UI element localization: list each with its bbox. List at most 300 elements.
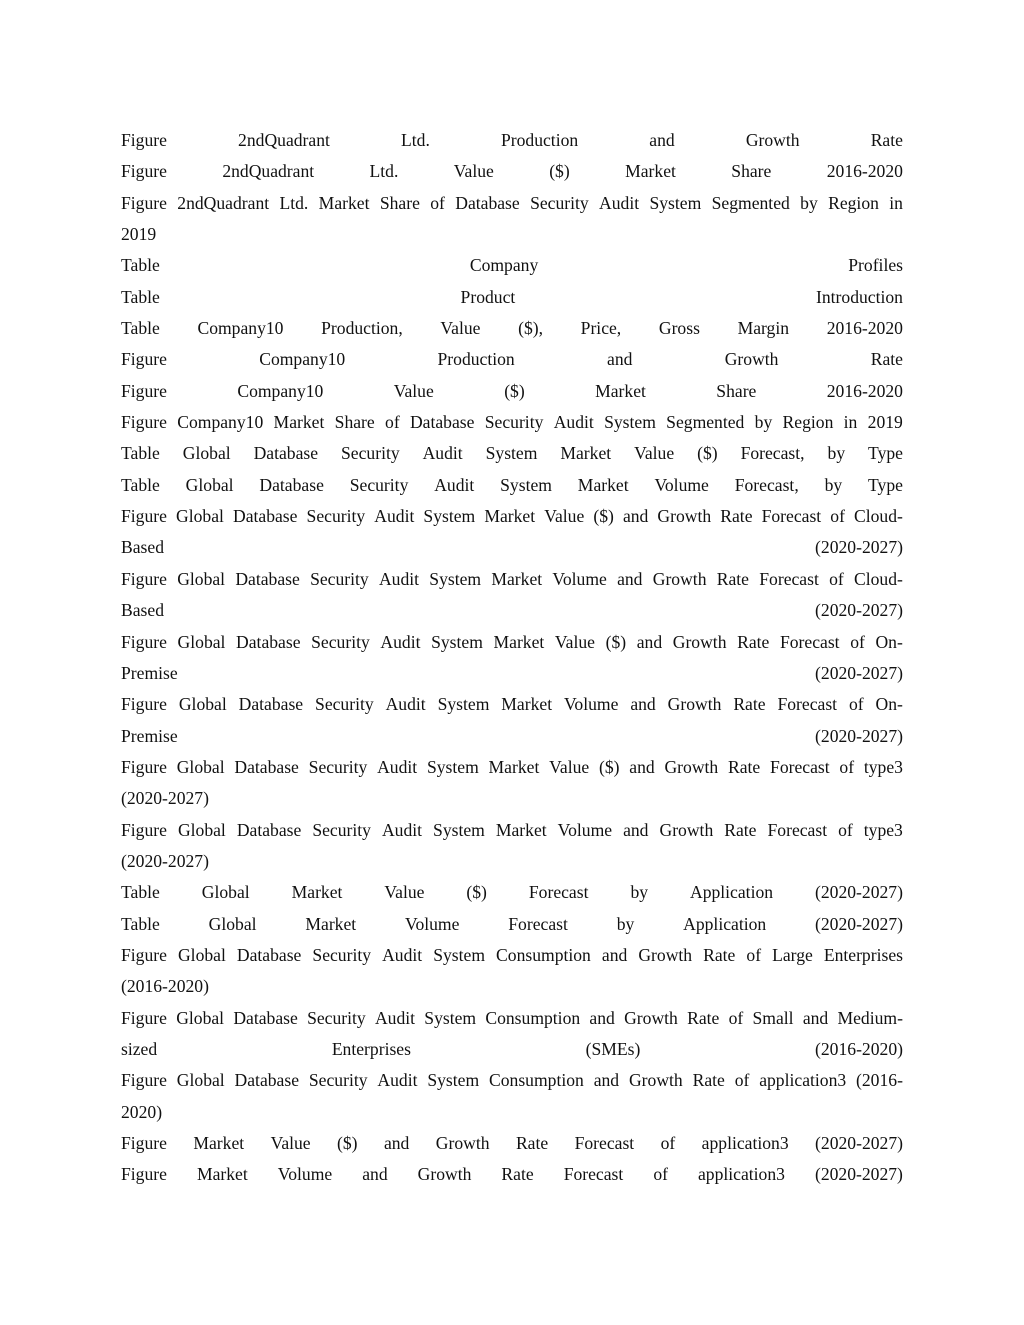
word: Growth: [417, 1164, 472, 1185]
word: Share: [731, 161, 772, 182]
word: Figure: [121, 192, 167, 213]
word: of: [385, 412, 400, 433]
word: of: [830, 506, 845, 527]
word: Audit: [422, 443, 463, 464]
text-line: [121, 1159, 903, 1190]
word: On-: [875, 631, 903, 652]
word: Database: [236, 819, 302, 840]
word: Table: [121, 913, 160, 934]
word: Market: [291, 882, 343, 903]
word: Audit: [381, 819, 423, 840]
word: by: [630, 882, 649, 903]
word: 2019: [867, 412, 903, 433]
word: of: [829, 568, 844, 589]
text-line: [121, 156, 903, 187]
word: Figure: [121, 694, 167, 715]
word: Rate: [703, 944, 736, 965]
text-line: [121, 877, 903, 908]
word: Ltd.: [279, 192, 309, 213]
word: Growth: [657, 506, 712, 527]
word: Figure: [121, 349, 167, 370]
word: Enterprises: [823, 944, 903, 965]
word: System: [431, 631, 483, 652]
word: Based: [121, 600, 164, 621]
word: Security: [312, 944, 372, 965]
text-line: [121, 438, 903, 469]
word: Consumption: [485, 1007, 581, 1028]
text-line: [121, 219, 903, 250]
word: (2020-2027): [814, 1164, 903, 1185]
word: Premise: [121, 662, 178, 683]
word: Forecast: [563, 1164, 624, 1185]
word: Audit: [374, 506, 415, 527]
word: ($),: [518, 318, 544, 339]
word: Growth: [664, 756, 719, 777]
word: System: [429, 568, 482, 589]
word: Forecast: [770, 756, 830, 777]
word: of: [850, 631, 865, 652]
word: Forecast,: [734, 474, 799, 495]
word: Database: [236, 944, 302, 965]
word: Rate: [692, 1070, 725, 1091]
word: (2020-2027): [815, 537, 903, 558]
word: Ltd.: [401, 130, 430, 150]
word: ($): [598, 756, 620, 777]
word: Price,: [580, 318, 622, 339]
word: Production,: [321, 318, 403, 339]
word: Growth: [724, 349, 779, 370]
word: Rate: [515, 1133, 549, 1153]
word: of: [746, 944, 762, 965]
word: Rate: [728, 756, 761, 777]
word: Database: [236, 631, 301, 652]
text-line: [121, 627, 903, 658]
text-line: [121, 282, 903, 313]
word: of: [653, 1164, 668, 1185]
word: Type: [868, 443, 903, 464]
word: Market: [488, 756, 540, 777]
word: Large: [772, 944, 813, 965]
word: (SMEs): [585, 1038, 641, 1059]
word: Figure: [121, 1070, 167, 1091]
word: Audit: [380, 631, 421, 652]
text-line: [121, 1065, 903, 1096]
word: and: [802, 1007, 829, 1028]
word: of: [848, 694, 864, 715]
word: Audit: [553, 412, 594, 433]
list-of-figures-and-tables: [121, 125, 903, 1191]
word: Value: [270, 1133, 311, 1153]
word: Application: [683, 913, 767, 934]
word: Cloud-: [854, 568, 903, 589]
word: Value: [440, 318, 481, 339]
word: Growth: [435, 1133, 490, 1153]
text-line: [121, 1034, 903, 1065]
word: Growth: [652, 568, 707, 589]
word: (2020-2027): [815, 600, 903, 621]
word: Audit: [374, 1007, 416, 1028]
word: 2019: [121, 224, 157, 245]
word: Segmented: [666, 412, 745, 433]
word: System: [437, 694, 490, 715]
word: 2016-2020: [826, 161, 903, 182]
word: On-: [875, 694, 903, 715]
word: Security: [341, 443, 400, 464]
word: Rate: [724, 819, 757, 840]
word: Volume: [557, 819, 613, 840]
word: Forecast: [779, 631, 840, 652]
word: Figure: [121, 1164, 167, 1185]
word: Region: [828, 192, 879, 213]
word: (2016-2020): [121, 976, 209, 997]
word: System: [604, 412, 656, 433]
word: Global: [182, 443, 231, 464]
word: (2020-2027): [121, 788, 209, 809]
word: Production: [437, 349, 515, 370]
word: Volume: [654, 474, 709, 495]
word: Forecast: [759, 568, 819, 589]
text-line: [121, 250, 903, 281]
word: Ltd.: [369, 161, 399, 182]
word: Gross: [658, 318, 700, 339]
word: of: [734, 1070, 750, 1091]
word: Figure: [121, 568, 167, 589]
text-line: [121, 689, 903, 720]
word: Company10: [259, 349, 346, 370]
word: Global: [176, 506, 224, 527]
word: Volume: [552, 568, 607, 589]
word: Company10: [197, 318, 284, 339]
word: Figure: [121, 1007, 167, 1028]
word: Table: [121, 286, 160, 307]
word: System: [649, 192, 702, 213]
word: Database: [253, 443, 319, 464]
word: in: [843, 412, 858, 433]
text-line: [121, 1097, 903, 1128]
word: System: [423, 506, 476, 527]
word: Market: [491, 568, 543, 589]
word: Figure: [121, 819, 167, 840]
word: Security: [349, 474, 409, 495]
word: Value: [393, 380, 434, 401]
word: and: [636, 631, 663, 652]
word: and: [362, 1164, 388, 1185]
word: Company10: [177, 412, 264, 433]
word: Small: [752, 1007, 794, 1028]
word: Figure: [121, 130, 167, 150]
word: Rate: [687, 1007, 720, 1028]
word: Market: [318, 192, 370, 213]
word: Volume: [405, 913, 460, 934]
word: application3: [697, 1164, 785, 1185]
word: and: [623, 819, 649, 840]
word: and: [630, 694, 656, 715]
text-line: [121, 752, 903, 783]
word: Type: [868, 474, 903, 495]
word: Rate: [720, 506, 753, 527]
word: Security: [315, 694, 374, 715]
text-line: [121, 344, 903, 375]
word: Application: [689, 882, 774, 903]
word: Rate: [501, 1164, 534, 1185]
word: Region: [782, 412, 834, 433]
word: Value: [384, 882, 425, 903]
word: Forecast,: [740, 443, 805, 464]
text-line: [121, 564, 903, 595]
word: Enterprises: [331, 1038, 411, 1059]
word: of: [838, 819, 853, 840]
word: Market: [625, 161, 676, 182]
word: Database: [409, 412, 475, 433]
word: by: [754, 412, 773, 433]
word: Forecast: [767, 819, 828, 840]
word: Growth: [667, 694, 722, 715]
text-line: [121, 470, 903, 501]
word: Audit: [377, 756, 418, 777]
word: Database: [238, 694, 304, 715]
word: application3: [701, 1133, 789, 1153]
word: Figure: [121, 506, 167, 527]
text-line: [121, 595, 903, 626]
word: and: [617, 568, 643, 589]
word: and: [383, 1133, 410, 1153]
word: Volume: [564, 694, 619, 715]
text-line: [121, 313, 903, 344]
word: Forecast: [761, 506, 822, 527]
word: Security: [308, 1070, 368, 1091]
word: (2020-2027): [815, 913, 903, 934]
word: Market: [484, 506, 536, 527]
word: Figure: [121, 380, 167, 401]
word: Volume: [277, 1164, 333, 1185]
word: Database: [455, 192, 520, 213]
word: Growth: [659, 819, 714, 840]
word: Medium-: [837, 1007, 903, 1028]
word: Figure: [121, 412, 167, 433]
word: Global: [177, 631, 226, 652]
word: Market: [560, 443, 612, 464]
word: 2016-2020: [826, 380, 903, 401]
word: Figure: [121, 161, 167, 182]
word: ($): [697, 443, 718, 464]
word: Global: [185, 474, 234, 495]
word: Market: [577, 474, 629, 495]
word: Product: [460, 286, 516, 307]
word: Forecast: [528, 882, 589, 903]
word: and: [622, 506, 649, 527]
word: and: [589, 1007, 615, 1028]
word: Rate: [737, 631, 770, 652]
word: Figure: [121, 944, 167, 965]
word: Market: [493, 631, 545, 652]
word: Forecast: [777, 694, 838, 715]
word: and: [629, 756, 655, 777]
word: Value: [634, 443, 675, 464]
word: (2016-2020): [815, 1038, 903, 1059]
word: (2020-2027): [815, 662, 903, 683]
word: in: [889, 192, 903, 213]
word: Forecast: [574, 1133, 635, 1153]
word: (2020-2027): [815, 725, 903, 746]
word: Database: [234, 756, 299, 777]
word: Figure: [121, 631, 167, 652]
word: Growth: [628, 1070, 683, 1091]
text-line: [121, 1128, 903, 1159]
word: Growth: [638, 944, 693, 965]
word: Table: [121, 318, 160, 339]
word: Profiles: [848, 255, 903, 276]
word: Market: [501, 694, 553, 715]
word: Growth: [624, 1007, 678, 1028]
word: Segmented: [711, 192, 790, 213]
word: (2020-2027): [815, 1133, 903, 1153]
word: System: [424, 1007, 477, 1028]
word: Production: [500, 130, 579, 150]
word: of: [728, 1007, 744, 1028]
word: Figure: [121, 756, 167, 777]
word: ($): [337, 1133, 358, 1153]
word: Based: [121, 537, 164, 558]
word: Global: [178, 694, 227, 715]
word: Forecast: [508, 913, 568, 934]
word: Premise: [121, 725, 178, 746]
word: Share: [379, 192, 420, 213]
word: Company10: [237, 380, 324, 401]
word: Rate: [716, 568, 749, 589]
word: ($): [466, 882, 487, 903]
word: Global: [176, 1007, 225, 1028]
word: sized: [121, 1038, 158, 1059]
word: Share: [716, 380, 757, 401]
word: Value: [544, 506, 585, 527]
word: ($): [504, 380, 525, 401]
word: Security: [484, 412, 544, 433]
text-line: [121, 407, 903, 438]
word: Consumption: [496, 944, 591, 965]
word: Global: [177, 944, 226, 965]
word: Rate: [733, 694, 766, 715]
word: Security: [308, 756, 368, 777]
word: System: [426, 756, 479, 777]
text-line: [121, 1003, 903, 1034]
word: Table: [121, 443, 160, 464]
word: and: [593, 1070, 620, 1091]
word: System: [500, 474, 552, 495]
word: Global: [177, 819, 226, 840]
word: Audit: [434, 474, 475, 495]
word: Table: [121, 882, 160, 903]
word: Market: [595, 380, 646, 401]
word: type3: [863, 819, 903, 840]
word: Database: [259, 474, 324, 495]
text-line: [121, 971, 903, 1002]
word: 2ndQuadrant: [238, 130, 330, 150]
word: Consumption: [489, 1070, 584, 1091]
word: and: [607, 349, 633, 370]
word: Audit: [385, 694, 426, 715]
word: application3: [759, 1070, 847, 1091]
word: 2ndQuadrant: [222, 161, 315, 182]
word: Growth: [745, 130, 800, 150]
word: Market: [305, 913, 357, 934]
word: Global: [201, 882, 250, 903]
word: Security: [307, 1007, 366, 1028]
text-line: [121, 501, 903, 532]
word: Table: [121, 255, 160, 276]
word: Value: [554, 631, 595, 652]
word: Figure: [121, 1133, 167, 1153]
word: 2016-2020: [826, 318, 903, 339]
word: ($): [549, 161, 570, 182]
text-line: [121, 188, 903, 219]
word: by: [824, 474, 843, 495]
word: Security: [306, 506, 366, 527]
word: by: [827, 443, 846, 464]
word: (2016-: [856, 1070, 903, 1091]
word: Security: [310, 568, 369, 589]
word: of: [839, 756, 855, 777]
word: Margin: [737, 318, 790, 339]
word: Database: [235, 568, 300, 589]
word: Audit: [599, 192, 640, 213]
text-line: [121, 909, 903, 940]
word: Database: [232, 506, 298, 527]
word: System: [427, 1070, 480, 1091]
word: System: [433, 944, 485, 965]
text-line: [121, 125, 903, 156]
word: ($): [593, 506, 614, 527]
word: Cloud-: [854, 506, 903, 527]
word: of: [430, 192, 445, 213]
word: Audit: [378, 568, 420, 589]
text-line: [121, 815, 903, 846]
word: Security: [312, 819, 371, 840]
word: Global: [208, 913, 257, 934]
word: (2020-2027): [815, 882, 903, 903]
word: Value: [549, 756, 590, 777]
word: Market: [273, 412, 325, 433]
word: by: [800, 192, 818, 213]
text-line: [121, 783, 903, 814]
word: Company: [469, 255, 539, 276]
word: ($): [605, 631, 627, 652]
word: System: [485, 443, 538, 464]
word: Market: [495, 819, 547, 840]
word: Global: [177, 568, 226, 589]
word: Global: [176, 1070, 225, 1091]
word: Market: [196, 1164, 248, 1185]
word: and: [649, 130, 675, 150]
word: Database: [233, 1007, 298, 1028]
word: by: [616, 913, 635, 934]
text-line: [121, 376, 903, 407]
word: Security: [311, 631, 370, 652]
word: Audit: [377, 1070, 418, 1091]
word: Introduction: [816, 286, 903, 307]
word: Share: [334, 412, 375, 433]
word: Global: [176, 756, 225, 777]
text-line: [121, 846, 903, 877]
word: Value: [453, 161, 494, 182]
word: Market: [193, 1133, 245, 1153]
word: Growth: [672, 631, 727, 652]
word: of: [660, 1133, 676, 1153]
word: type3: [863, 756, 903, 777]
word: 2020): [121, 1101, 163, 1122]
word: Table: [121, 474, 160, 495]
word: and: [601, 944, 628, 965]
word: 2ndQuadrant: [177, 192, 270, 213]
